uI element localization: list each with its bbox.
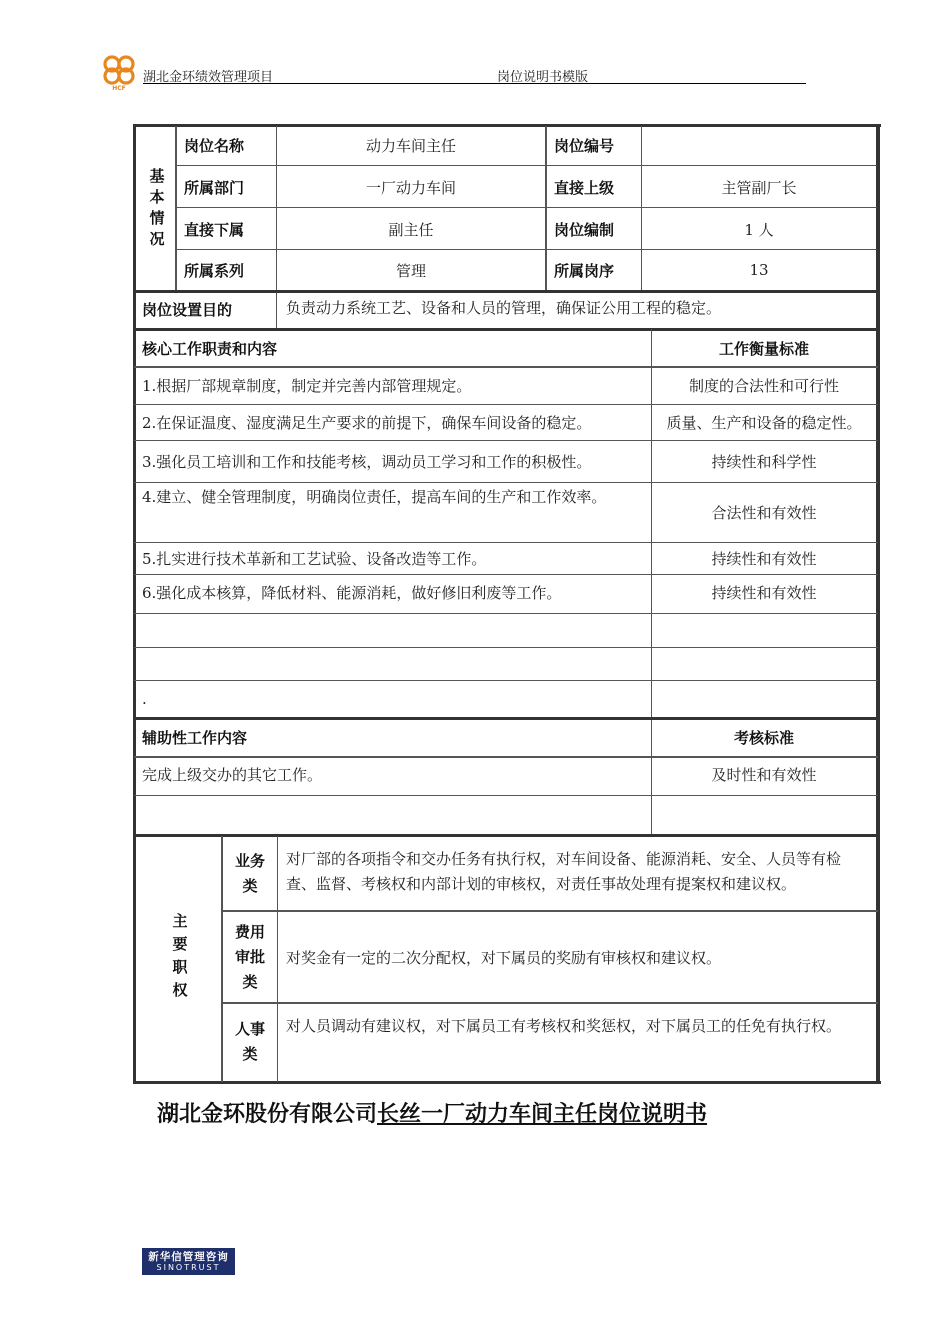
sinotrust-logo-cn: 新华信管理咨询 [148,1251,229,1263]
authority-text-expense: 对奖金有一定的二次分配权，对下属员的奖励有审核权和建议权。 [286,948,722,967]
aux-duty-2 [136,796,652,834]
document-title [157,1097,707,1128]
basic-section-label: 基本情况 [147,168,166,252]
grid-line [175,126,177,291]
grid-line [134,542,878,543]
authority-text-business: 对厂部的各项指令和交办任务有执行权，对车间设备、能源消耗、安全、人员等有检查、监督、考核权和内部计划的审核权，对责任事故处理有提案权和建议权。 [286,850,842,893]
core-duty-1: 1.根据厂部规章制度，制定并完善内部管理规定。 [142,377,472,395]
grid-line [545,126,547,291]
label-headcount: 岗位编制 [554,220,615,239]
aux-header-duties: 辅助性工作内容 [142,728,248,747]
core-duty-8 [136,648,652,681]
core-header-standard: 工作衡量标准 [718,339,809,358]
aux-duty-1: 完成上级交办的其它工作。 [142,765,323,784]
grid-line [134,647,878,648]
value-rank: 13 [749,261,769,279]
core-duty-3: 3.强化员工培训和工作和技能考核，调动员工学习和工作的积极性。 [142,452,592,471]
value-job-title: 动力车间主任 [365,136,456,155]
sinotrust-logo [142,1248,235,1275]
value-subordinate: 副主任 [388,220,434,239]
grid-line [175,249,877,250]
grid-line [134,717,878,720]
label-subordinate: 直接下属 [184,220,245,239]
header-rule [143,83,806,84]
label-series: 所属系列 [184,261,245,280]
authority-category-personnel: 人事类 [234,1020,265,1063]
grid-line [134,756,878,758]
grid-line [641,126,642,291]
value-series: 管理 [395,261,426,280]
core-standard-4: 合法性和有效性 [711,503,817,522]
table-border-bottom [133,1081,881,1084]
core-standard-5: 持续性和有效性 [711,549,817,568]
grid-line [134,613,878,614]
core-duty-2: 2.在保证温度、湿度满足生产要求的前提下，确保车间设备的稳定。 [142,413,592,432]
grid-line [134,795,878,796]
label-purpose: 岗位设置目的 [142,301,233,319]
grid-line [276,126,277,329]
hcf-logo [100,52,138,92]
grid-line [134,680,878,681]
grid-line [134,328,878,331]
document-title-company: 湖北金环股份有限公司 [157,1102,378,1127]
svg-text:HCF: HCF [112,85,126,92]
core-duty-4: 4.建立、健全管理制度，明确岗位责任，提高车间的生产和工作效率。 [142,488,607,506]
value-supervisor: 主管副厂长 [721,178,797,197]
grid-line [134,290,878,293]
value-job-code [642,124,876,166]
grid-line [222,910,878,912]
label-job-code: 岗位编号 [554,136,615,155]
grid-line [134,404,878,405]
document-title-position: 长丝一厂动力车间主任岗位说明书 [377,1102,708,1127]
grid-line [134,834,878,837]
core-standard-8 [652,648,876,681]
core-header-duties: 核心工作职责和内容 [142,339,278,358]
core-duty-9: . [142,690,147,708]
grid-line [134,482,878,483]
core-standard-3: 持续性和科学性 [711,452,817,471]
value-department: 一厂动力车间 [365,178,456,197]
core-duty-6: 6.强化成本核算，降低材料、能源消耗，做好修旧利废等工作。 [142,583,562,602]
grid-line [134,366,878,368]
core-standard-6: 持续性和有效性 [711,583,817,602]
label-supervisor: 直接上级 [554,178,615,197]
grid-line [277,836,278,1082]
authority-section-label: 主要职权 [170,913,189,1005]
table-border-right [876,124,880,1084]
header-project-name: 湖北金环绩效管理项目 [143,70,274,85]
authority-category-expense: 费用审批类 [234,922,265,991]
core-standard-9 [652,681,876,717]
grid-line [221,836,223,1082]
authority-category-business: 业务类 [234,852,265,895]
value-purpose: 负责动力系统工艺、设备和人员的管理，确保证公用工程的稳定。 [286,298,722,317]
grid-line [134,574,878,575]
core-standard-1: 制度的合法性和可行性 [688,377,839,395]
table-border-left [133,124,136,1082]
header-template-name: 岗位说明书模版 [497,70,589,85]
sinotrust-logo-en: SINOTRUST [156,1263,221,1272]
core-duty-5: 5.扎实进行技术革新和工艺试验、设备改造等工作。 [142,549,487,568]
grid-line [222,1002,878,1004]
core-standard-2: 质量、生产和设备的稳定性。 [666,413,862,432]
core-standard-7 [652,614,876,648]
core-duty-7 [136,614,652,648]
grid-line [175,165,877,166]
label-department: 所属部门 [184,178,245,197]
label-rank: 所属岗序 [554,261,615,280]
grid-line [175,207,877,208]
aux-standard-2 [652,796,876,834]
aux-header-standard: 考核标准 [733,728,794,747]
grid-line [134,440,878,441]
label-job-title: 岗位名称 [184,136,245,155]
authority-text-personnel: 对人员调动有建议权，对下属员工有考核权和奖惩权，对下属员工的任免有执行权。 [286,1017,842,1035]
value-headcount: 1 人 [744,220,774,239]
aux-standard-1: 及时性和有效性 [711,765,817,784]
table-border-top [133,124,881,127]
